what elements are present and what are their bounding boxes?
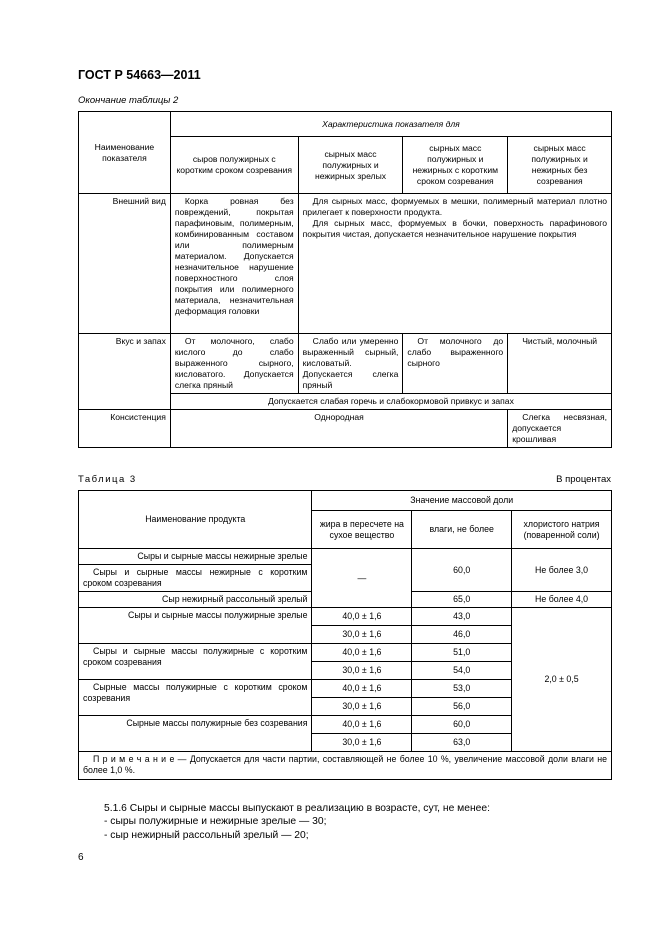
table3-product: Сыры и сырные массы полужирные с коротким сроком созревания <box>79 644 312 680</box>
table3-fat: 40,0 ± 1,6 <box>312 644 412 662</box>
table3-moisture: 63,0 <box>412 734 512 752</box>
table-3 <box>78 490 612 780</box>
table3-salt-shared: 2,0 ± 0,5 <box>512 608 612 752</box>
table3-fat: 30,0 ± 1,6 <box>312 662 412 680</box>
table2-col-header: сыров полужирных с коротким сроком созревания <box>170 137 298 194</box>
table3-unit: В процентах <box>556 474 611 485</box>
table3-moisture: 56,0 <box>412 698 512 716</box>
table2-cell: От молочного, слабо кислого до слабо выраженного сырного, кисловатого. Допускается слегка пряный <box>170 334 298 394</box>
page-number: 6 <box>78 852 84 863</box>
table3-group-header: Значение массовой доли <box>312 491 612 511</box>
table2-row-name: Внешний вид <box>79 194 171 334</box>
table3-moisture: 53,0 <box>412 680 512 698</box>
table2-indicator-header: Наименование показателя <box>79 112 171 194</box>
table3-product: Сырные массы полужирные без созревания <box>79 716 312 752</box>
table3-product: Сыр нежирный рассольный зрелый <box>79 592 312 608</box>
table3-fat: 30,0 ± 1,6 <box>312 734 412 752</box>
table3-fat-header: жира в пересчете на сухое вещество <box>312 511 412 549</box>
table3-fat: 40,0 ± 1,6 <box>312 608 412 626</box>
table3-fat: 40,0 ± 1,6 <box>312 716 412 734</box>
table3-moisture: 65,0 <box>412 592 512 608</box>
table2-group-header: Характеристика показателя для <box>170 112 611 137</box>
table2-cell: Слегка несвязная, допускается крошливая <box>508 410 612 448</box>
table3-product-header: Наименование продукта <box>79 491 312 549</box>
table2-merged-cell: Допускается слабая горечь и слабокормовой привкус и запах <box>170 394 611 410</box>
table3-caption: Таблица 3 <box>78 474 137 485</box>
table2-cell: От молочного до слабо выраженного сырного <box>403 334 508 394</box>
table2-cell: Чистый, молочный <box>508 334 612 394</box>
table3-product: Сырные массы полужирные с коротким сроком созревания <box>79 680 312 716</box>
table3-product: Сыры и сырные массы полужирные зрелые <box>79 608 312 644</box>
standard-number: ГОСТ Р 54663—2011 <box>78 68 201 82</box>
table2-col-header: сырных масс полужирных и нежирных без созревания <box>508 137 612 194</box>
table3-moisture: 51,0 <box>412 644 512 662</box>
table3-fat: 30,0 ± 1,6 <box>312 698 412 716</box>
clause-list-item: - сыр нежирный рассольный зрелый — 20; <box>104 830 309 841</box>
table3-salt: Не более 3,0 <box>512 549 612 592</box>
table3-moisture: 54,0 <box>412 662 512 680</box>
table2-merged-paragraph: Для сырных масс, формуемых в бочки, поверхность парафинового покрытия чистая, допускается незначительное нарушение покрытия <box>302 218 607 239</box>
table3-salt-header: хлористого натрия (поваренной соли) <box>512 511 612 549</box>
clause-5-1-6: 5.1.6 Сыры и сырные массы выпускают в реализацию в возрасте, сут, не менее: <box>104 803 490 814</box>
table3-salt: Не более 4,0 <box>512 592 612 608</box>
table2-cell: Слабо или умеренно выраженный сырный, кисловатый. Допускается слегка пряный <box>298 334 403 394</box>
table3-moisture-header: влаги, не более <box>412 511 512 549</box>
table2-row-name: Консистенция <box>79 410 171 448</box>
table2-merged-cell <box>298 194 611 334</box>
clause-list-item: - сыры полужирные и нежирные зрелые — 30; <box>104 816 327 827</box>
table2-row-name: Вкус и запах <box>79 334 171 410</box>
table2-col-header: сырных масс полужирных и нежирных зрелых <box>298 137 403 194</box>
table3-moisture: 60,0 <box>412 716 512 734</box>
table2-merged-paragraph: Для сырных масс, формуемых в мешки, полимерный материал плотно прилегает к поверхности продукта. <box>302 196 607 217</box>
table3-fat: 30,0 ± 1,6 <box>312 626 412 644</box>
table2-cell: Корка ровная без повреждений, покрытая парафиновым, полимерным, комбинированным составом или полимерным материалом. Допускается незначительное нарушение поверхностного слоя покрытия или полимерного материала, незначительная деформация головки <box>170 194 298 334</box>
table3-dash: — <box>312 549 412 608</box>
table2-caption: Окончание таблицы 2 <box>78 95 179 106</box>
table-2 <box>78 111 612 448</box>
table3-product: Сыры и сырные массы нежирные зрелые <box>79 549 312 565</box>
table3-moisture: 43,0 <box>412 608 512 626</box>
table3-moisture: 60,0 <box>412 549 512 592</box>
table2-merged-cell: Однородная <box>170 410 507 448</box>
table2-col-header: сырных масс полужирных и нежирных с коротким сроком созревания <box>403 137 508 194</box>
table3-fat: 40,0 ± 1,6 <box>312 680 412 698</box>
table3-product: Сыры и сырные массы нежирные с коротким сроком созревания <box>79 565 312 592</box>
table3-moisture: 46,0 <box>412 626 512 644</box>
table3-note: П р и м е ч а н и е — Допускается для части партии, составляющей не более 10 %, увеличение массовой доли влаги не более 1,0 %. <box>79 752 612 780</box>
